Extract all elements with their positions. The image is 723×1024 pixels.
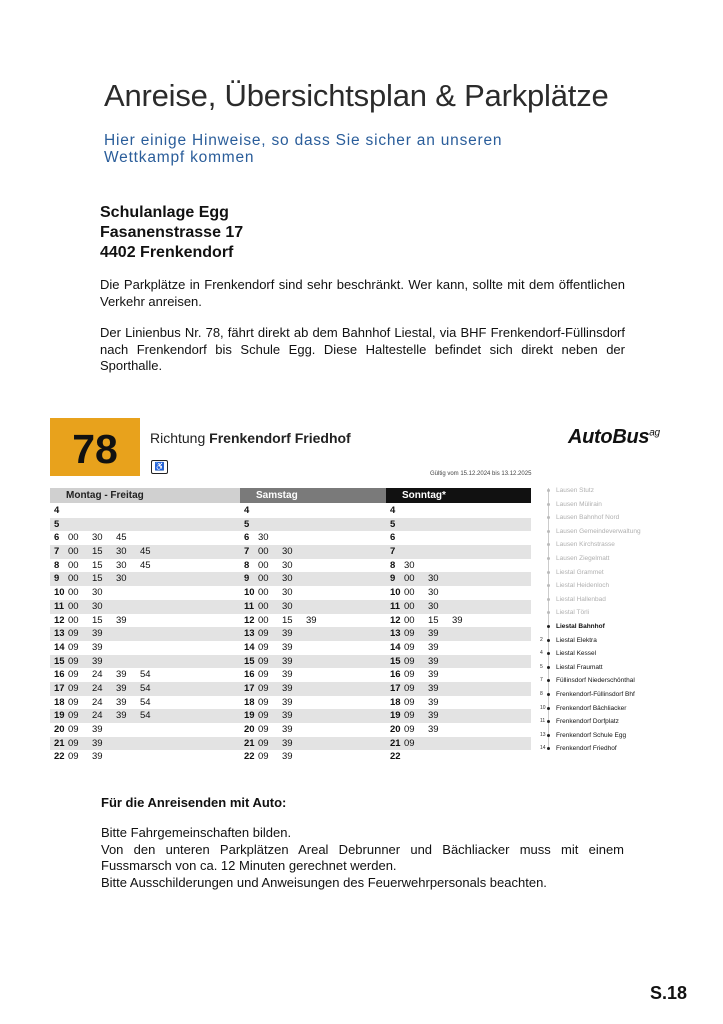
stop-dot-icon xyxy=(547,503,550,506)
hour-cell: 22 xyxy=(54,751,65,763)
minute-cell: 09 xyxy=(68,641,79,653)
hour-cell: 11 xyxy=(244,600,255,612)
venue-name: Schulanlage Egg xyxy=(100,204,229,221)
hour-cell: 18 xyxy=(390,696,401,708)
hour-cell: 10 xyxy=(244,587,255,599)
stop-dot-icon xyxy=(547,611,550,614)
minute-cell: 39 xyxy=(282,641,293,653)
stop-dot-icon xyxy=(547,571,550,574)
minute-cell: 00 xyxy=(68,573,79,585)
minute-cell: 39 xyxy=(306,614,317,626)
minute-cell: 09 xyxy=(258,737,269,749)
stop-dot-icon xyxy=(547,747,550,750)
minute-cell: 39 xyxy=(116,682,127,694)
timetable-row xyxy=(50,614,531,628)
minute-cell: 45 xyxy=(116,532,127,544)
minute-cell: 30 xyxy=(282,559,293,571)
minute-cell: 30 xyxy=(428,573,439,585)
hour-cell: 11 xyxy=(390,600,401,612)
hour-cell: 7 xyxy=(54,546,60,558)
minute-cell: 00 xyxy=(404,573,415,585)
stop-minutes: 7 xyxy=(540,677,543,684)
timetable-row xyxy=(50,723,531,737)
hour-cell: 4 xyxy=(244,505,250,516)
stop-dot-icon xyxy=(547,584,550,587)
timetable-row xyxy=(50,668,531,682)
minute-cell: 00 xyxy=(68,600,79,612)
hour-cell: 17 xyxy=(54,682,65,694)
stop-item xyxy=(542,620,682,634)
timetable-grid xyxy=(50,504,531,764)
hour-cell: 18 xyxy=(244,696,255,708)
car-note-2: Von den unteren Parkplätzen Areal Debrunner und Bächliacker muss mit einem Fussmarsch von ca. 12 Minuten gerechnet werden. xyxy=(101,841,624,873)
stop-dot-icon xyxy=(547,707,550,710)
stop-name: Frenkendorf Friedhof xyxy=(556,745,617,753)
minute-cell: 39 xyxy=(428,696,439,708)
timetable-row xyxy=(50,641,531,655)
hour-cell: 12 xyxy=(54,614,65,626)
stop-item xyxy=(542,498,682,512)
minute-cell: 30 xyxy=(428,600,439,612)
stop-dot-icon xyxy=(547,530,550,533)
minute-cell: 30 xyxy=(116,559,127,571)
car-note-1: Bitte Fahrgemeinschaften bilden. xyxy=(101,825,292,840)
stop-item xyxy=(542,511,682,525)
hour-cell: 22 xyxy=(390,751,401,763)
direction-label xyxy=(150,430,351,446)
minute-cell: 39 xyxy=(92,751,103,763)
page-subtitle: Hier einige Hinweise, so dass Sie sicher an unseren Wettkampf kommen xyxy=(104,132,503,166)
timetable-row xyxy=(50,545,531,559)
stop-name: Liestal Heidenloch xyxy=(556,582,610,590)
minute-cell: 09 xyxy=(404,641,415,653)
hour-cell: 4 xyxy=(390,505,396,516)
minute-cell: 39 xyxy=(282,710,293,722)
timetable-row xyxy=(50,696,531,710)
minute-cell: 09 xyxy=(68,669,79,681)
minute-cell: 09 xyxy=(258,655,269,667)
stop-item xyxy=(542,702,682,716)
minute-cell: 00 xyxy=(68,546,79,558)
timetable-row xyxy=(50,531,531,545)
line-number-box xyxy=(50,418,140,476)
timetable-row xyxy=(50,737,531,751)
hour-cell: 6 xyxy=(244,532,250,544)
stop-item xyxy=(542,634,682,648)
stop-name: Lausen Kirchstrasse xyxy=(556,541,615,549)
stop-name: Liestal Elektra xyxy=(556,636,597,644)
hour-cell: 4 xyxy=(54,505,60,516)
minute-cell: 30 xyxy=(282,587,293,599)
minute-cell: 00 xyxy=(68,587,79,599)
minute-cell: 00 xyxy=(258,546,269,558)
stop-item xyxy=(542,606,682,620)
hour-cell: 8 xyxy=(390,559,396,571)
minute-cell: 39 xyxy=(428,641,439,653)
stop-minutes: 13 xyxy=(540,731,546,738)
minute-cell: 09 xyxy=(68,710,79,722)
stop-name: Liestal Bahnhof xyxy=(556,622,605,630)
minute-cell: 15 xyxy=(428,614,439,626)
minute-cell: 39 xyxy=(282,724,293,735)
header-saturday: Samstag xyxy=(240,488,386,503)
stop-name: Lausen Stutz xyxy=(556,487,594,494)
minute-cell: 00 xyxy=(258,600,269,612)
hour-cell: 20 xyxy=(54,724,65,735)
stop-dot-icon xyxy=(547,516,550,519)
minute-cell: 09 xyxy=(258,641,269,653)
timetable-row xyxy=(50,572,531,586)
minute-cell: 09 xyxy=(404,655,415,667)
stop-name: Liestal Törli xyxy=(556,609,590,617)
operator-suffix: ag xyxy=(649,427,660,439)
hour-cell: 18 xyxy=(54,696,65,708)
page-title: Anreise, Übersichtsplan & Parkplätze xyxy=(104,78,609,113)
stop-name: Liestal Kessel xyxy=(556,650,597,658)
timetable-row xyxy=(50,600,531,614)
stop-item xyxy=(542,579,682,593)
minute-cell: 09 xyxy=(258,696,269,708)
hour-cell: 7 xyxy=(390,546,396,558)
hour-cell: 15 xyxy=(54,655,65,667)
minute-cell: 09 xyxy=(404,682,415,694)
stop-name: Liestal Grammet xyxy=(556,568,604,576)
minute-cell: 09 xyxy=(404,669,415,681)
minute-cell: 30 xyxy=(92,587,103,599)
minute-cell: 09 xyxy=(68,628,79,640)
hour-cell: 8 xyxy=(54,559,60,571)
minute-cell: 39 xyxy=(428,710,439,722)
hour-cell: 15 xyxy=(390,655,401,667)
stop-dot-icon xyxy=(547,543,550,546)
timetable-row xyxy=(50,586,531,600)
minute-cell: 24 xyxy=(92,682,103,694)
hour-cell: 10 xyxy=(54,587,65,599)
minute-cell: 45 xyxy=(140,559,151,571)
stop-dot-icon xyxy=(547,598,550,601)
operator-name: AutoBus xyxy=(568,426,650,448)
stop-item xyxy=(542,552,682,566)
car-section-heading: Für die Anreisenden mit Auto: xyxy=(101,795,287,810)
stop-minutes: 2 xyxy=(540,636,543,643)
hour-cell: 14 xyxy=(244,641,255,653)
stop-name: Frenkendorf Schule Egg xyxy=(556,731,627,739)
minute-cell: 30 xyxy=(404,559,415,571)
minute-cell: 30 xyxy=(258,532,269,544)
hour-cell: 13 xyxy=(390,628,401,640)
stop-name: Lausen Mülirain xyxy=(556,500,602,508)
minute-cell: 09 xyxy=(258,628,269,640)
stop-item xyxy=(542,742,682,756)
timetable-row xyxy=(50,559,531,573)
hour-cell: 12 xyxy=(390,614,401,626)
minute-cell: 30 xyxy=(282,546,293,558)
stop-minutes: 14 xyxy=(540,745,546,752)
timetable-row xyxy=(50,750,531,764)
stop-item xyxy=(542,688,682,702)
minute-cell: 39 xyxy=(116,669,127,681)
minute-cell: 39 xyxy=(282,737,293,749)
bus-note: Der Linienbus Nr. 78, fährt direkt ab dem Bahnhof Liestal, via BHF Frenkendorf-Füllinsdorf nach Frenkendorf bis Schule Egg. Diese Haltestelle befindet sich direkt neben der Sporthalle. xyxy=(100,325,625,373)
stop-item xyxy=(542,525,682,539)
hour-cell: 13 xyxy=(244,628,255,640)
hour-cell: 16 xyxy=(54,669,65,681)
stop-dot-icon xyxy=(547,666,550,669)
stop-name: Frenkendorf-Füllinsdorf Bhf xyxy=(556,690,635,698)
hour-cell: 16 xyxy=(390,669,401,681)
minute-cell: 30 xyxy=(428,587,439,599)
minute-cell: 39 xyxy=(92,641,103,653)
hour-cell: 21 xyxy=(54,737,65,749)
stop-minutes: 11 xyxy=(540,718,546,725)
minute-cell: 39 xyxy=(116,696,127,708)
stop-name: Lausen Gemeindeverwaltung xyxy=(556,527,641,535)
hour-cell: 5 xyxy=(54,518,60,530)
stop-item xyxy=(542,661,682,675)
minute-cell: 39 xyxy=(428,682,439,694)
minute-cell: 00 xyxy=(404,614,415,626)
stop-name: Frenkendorf Bächliacker xyxy=(556,704,627,712)
direction-prefix: Richtung xyxy=(150,430,206,446)
minute-cell: 09 xyxy=(258,751,269,763)
minute-cell: 39 xyxy=(92,737,103,749)
minute-cell: 24 xyxy=(92,710,103,722)
hour-cell: 19 xyxy=(54,710,65,722)
stop-item xyxy=(542,566,682,580)
hour-cell: 7 xyxy=(244,546,250,558)
validity-period: Gültig vom 15.12.2024 bis 13.12.2025 xyxy=(430,471,532,477)
stop-list xyxy=(542,484,682,756)
minute-cell: 54 xyxy=(140,669,151,681)
minute-cell: 39 xyxy=(428,724,439,735)
stop-name: Lausen Ziegelmatt xyxy=(556,554,610,562)
minute-cell: 00 xyxy=(68,559,79,571)
minute-cell: 09 xyxy=(258,710,269,722)
hour-cell: 12 xyxy=(244,614,255,626)
stop-dot-icon xyxy=(547,625,550,628)
stop-name: Lausen Bahnhof Nord xyxy=(556,514,620,522)
header-sunday: Sonntag* xyxy=(386,488,531,503)
timetable-row xyxy=(50,504,531,518)
car-section-text xyxy=(101,825,624,891)
hour-cell: 6 xyxy=(54,532,60,544)
operator-logo xyxy=(568,426,660,449)
hour-cell: 19 xyxy=(390,710,401,722)
minute-cell: 00 xyxy=(404,587,415,599)
minute-cell: 15 xyxy=(92,546,103,558)
minute-cell: 30 xyxy=(116,546,127,558)
hour-cell: 6 xyxy=(390,532,396,544)
minute-cell: 09 xyxy=(258,724,269,735)
stop-minutes: 10 xyxy=(540,704,546,711)
minute-cell: 09 xyxy=(404,737,415,749)
stop-name: Füllinsdorf Niederschönthal xyxy=(556,677,635,685)
hour-cell: 22 xyxy=(244,751,255,763)
timetable-row xyxy=(50,627,531,641)
stop-item xyxy=(542,674,682,688)
minute-cell: 45 xyxy=(140,546,151,558)
hour-cell: 14 xyxy=(390,641,401,653)
stop-dot-icon xyxy=(547,734,550,737)
venue-street: Fasanenstrasse 17 xyxy=(100,224,244,241)
wheelchair-bus-icon: ♿ xyxy=(151,460,168,474)
minute-cell: 00 xyxy=(68,614,79,626)
minute-cell: 09 xyxy=(68,682,79,694)
direction-destination: Frenkendorf Friedhof xyxy=(209,430,351,446)
minute-cell: 30 xyxy=(92,600,103,612)
minute-cell: 54 xyxy=(140,710,151,722)
minute-cell: 39 xyxy=(282,669,293,681)
minute-cell: 09 xyxy=(258,669,269,681)
minute-cell: 24 xyxy=(92,669,103,681)
minute-cell: 09 xyxy=(404,724,415,735)
minute-cell: 09 xyxy=(68,724,79,735)
stop-item xyxy=(542,538,682,552)
minute-cell: 00 xyxy=(258,587,269,599)
hour-cell: 11 xyxy=(54,600,65,612)
minute-cell: 09 xyxy=(68,737,79,749)
line-number: 78 xyxy=(72,426,118,472)
minute-cell: 09 xyxy=(68,696,79,708)
minute-cell: 00 xyxy=(258,559,269,571)
hour-cell: 14 xyxy=(54,641,65,653)
minute-cell: 39 xyxy=(92,724,103,735)
minute-cell: 09 xyxy=(258,682,269,694)
hour-cell: 21 xyxy=(244,737,255,749)
minute-cell: 39 xyxy=(282,751,293,763)
hour-cell: 20 xyxy=(244,724,255,735)
stop-dot-icon xyxy=(547,489,550,492)
minute-cell: 00 xyxy=(404,600,415,612)
minute-cell: 54 xyxy=(140,682,151,694)
timetable-row xyxy=(50,682,531,696)
minute-cell: 15 xyxy=(92,614,103,626)
page-number: S.18 xyxy=(650,983,688,1003)
hour-cell: 5 xyxy=(244,518,250,530)
minute-cell: 30 xyxy=(92,532,103,544)
car-note-3: Bitte Ausschilderungen und Anweisungen des Feuerwehrpersonals beachten. xyxy=(101,874,547,890)
minute-cell: 39 xyxy=(92,628,103,640)
hour-cell: 17 xyxy=(390,682,401,694)
hour-cell: 8 xyxy=(244,559,250,571)
header-weekday: Montag - Freitag xyxy=(50,488,240,503)
hour-cell: 13 xyxy=(54,628,65,640)
hour-cell: 20 xyxy=(390,724,401,735)
minute-cell: 30 xyxy=(282,600,293,612)
stop-dot-icon xyxy=(547,557,550,560)
minute-cell: 30 xyxy=(282,573,293,585)
minute-cell: 54 xyxy=(140,696,151,708)
parking-note: Die Parkplätze in Frenkendorf sind sehr beschränkt. Wer kann, sollte mit dem öffentlichen Verkehr anreisen. xyxy=(100,277,625,309)
minute-cell: 39 xyxy=(282,628,293,640)
minute-cell: 15 xyxy=(282,614,293,626)
stop-dot-icon xyxy=(547,679,550,682)
stop-name: Frenkendorf Dorfplatz xyxy=(556,718,619,726)
stop-item xyxy=(542,729,682,743)
stop-item xyxy=(542,715,682,729)
stop-dot-icon xyxy=(547,693,550,696)
hour-cell: 17 xyxy=(244,682,255,694)
hour-cell: 21 xyxy=(390,737,401,749)
stop-name: Liestal Fraumatt xyxy=(556,663,603,671)
hour-cell: 9 xyxy=(54,573,60,585)
stop-dot-icon xyxy=(547,639,550,642)
minute-cell: 15 xyxy=(92,559,103,571)
minute-cell: 39 xyxy=(282,682,293,694)
minute-cell: 39 xyxy=(428,655,439,667)
hour-cell: 9 xyxy=(390,573,396,585)
hour-cell: 19 xyxy=(244,710,255,722)
stop-minutes: 5 xyxy=(540,663,543,670)
minute-cell: 09 xyxy=(404,628,415,640)
stop-minutes: 8 xyxy=(540,690,543,697)
stop-dot-icon xyxy=(547,720,550,723)
minute-cell: 30 xyxy=(116,573,127,585)
minute-cell: 39 xyxy=(282,655,293,667)
minute-cell: 39 xyxy=(452,614,463,626)
stop-dot-icon xyxy=(547,652,550,655)
venue-address xyxy=(100,203,243,263)
minute-cell: 09 xyxy=(404,710,415,722)
minute-cell: 09 xyxy=(68,751,79,763)
stop-minutes: 4 xyxy=(540,650,543,657)
minute-cell: 00 xyxy=(68,532,79,544)
minute-cell: 00 xyxy=(258,614,269,626)
venue-city: 4402 Frenkendorf xyxy=(100,244,234,261)
timetable-row xyxy=(50,518,531,532)
minute-cell: 09 xyxy=(68,655,79,667)
minute-cell: 39 xyxy=(116,710,127,722)
hour-cell: 15 xyxy=(244,655,255,667)
minute-cell: 39 xyxy=(428,669,439,681)
bus-timetable xyxy=(50,418,682,763)
stop-item xyxy=(542,593,682,607)
timetable-row xyxy=(50,709,531,723)
stop-item xyxy=(542,647,682,661)
hour-cell: 16 xyxy=(244,669,255,681)
hour-cell: 5 xyxy=(390,518,396,530)
minute-cell: 39 xyxy=(428,628,439,640)
minute-cell: 39 xyxy=(116,614,127,626)
timetable-row xyxy=(50,655,531,669)
stop-item xyxy=(542,484,682,498)
hour-cell: 10 xyxy=(390,587,401,599)
minute-cell: 00 xyxy=(258,573,269,585)
hour-cell: 9 xyxy=(244,573,250,585)
stop-name: Liestal Hallenbad xyxy=(556,595,606,603)
minute-cell: 09 xyxy=(404,696,415,708)
minute-cell: 15 xyxy=(92,573,103,585)
minute-cell: 39 xyxy=(282,696,293,708)
minute-cell: 39 xyxy=(92,655,103,667)
minute-cell: 24 xyxy=(92,696,103,708)
